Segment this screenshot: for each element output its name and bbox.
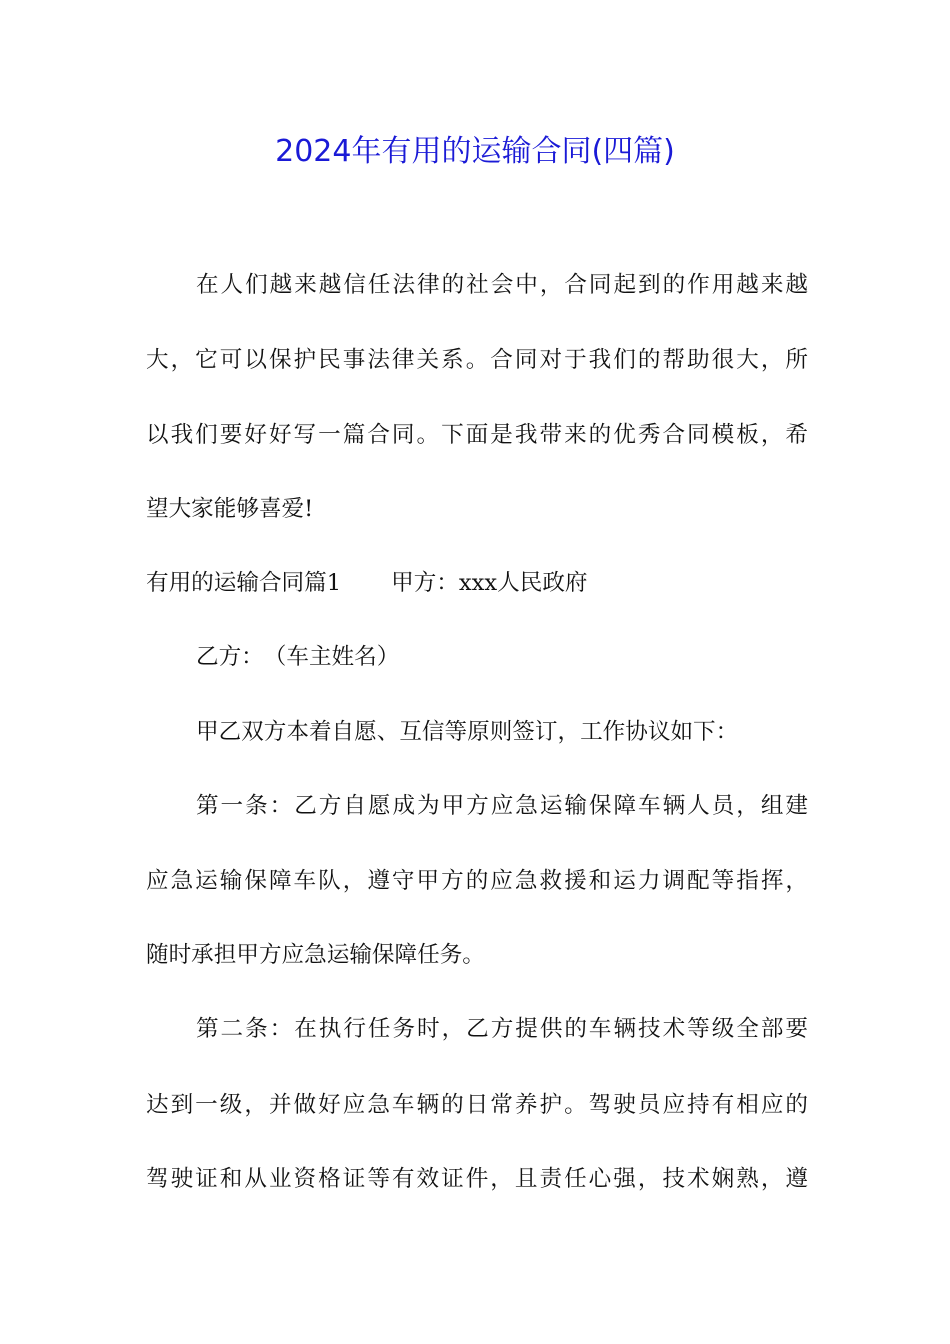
intro-line-3: 以我们要好好写一篇合同。下面是我带来的优秀合同模板，希 [146, 422, 808, 448]
agreement-intro: 甲乙双方本着自愿、互信等原则签订，工作协议如下： [196, 719, 739, 745]
article-2-line-3: 驾驶证和从业资格证等有效证件，且责任心强，技术娴熟，遵 [146, 1166, 808, 1192]
article-1-line-2: 应急运输保障车队，遵守甲方的应急救援和运力调配等指挥， [146, 868, 808, 894]
intro-line-2: 大，它可以保护民事法律关系。合同对于我们的帮助很大，所 [146, 347, 808, 373]
section-heading: 有用的运输合同篇1 [146, 570, 342, 596]
document-title: 2024年有用的运输合同(四篇) [275, 134, 675, 169]
article-2-line-1: 第二条：在执行任务时，乙方提供的车辆技术等级全部要 [196, 1016, 808, 1042]
article-1-line-3: 随时承担甲方应急运输保障任务。 [146, 942, 485, 968]
section-heading-line [146, 568, 808, 598]
intro-line-4: 望大家能够喜爱! [146, 496, 314, 522]
article-2-line-2: 达到一级，并做好应急车辆的日常养护。驾驶员应持有相应的 [146, 1092, 808, 1118]
article-1-line-1: 第一条：乙方自愿成为甲方应急运输保障车辆人员，组建 [196, 793, 808, 819]
party-a: 甲方：xxx人民政府 [391, 570, 588, 596]
party-b: 乙方： （车主姓名） [196, 644, 400, 670]
intro-line-1: 在人们越来越信任法律的社会中，合同起到的作用越来越 [196, 272, 808, 298]
